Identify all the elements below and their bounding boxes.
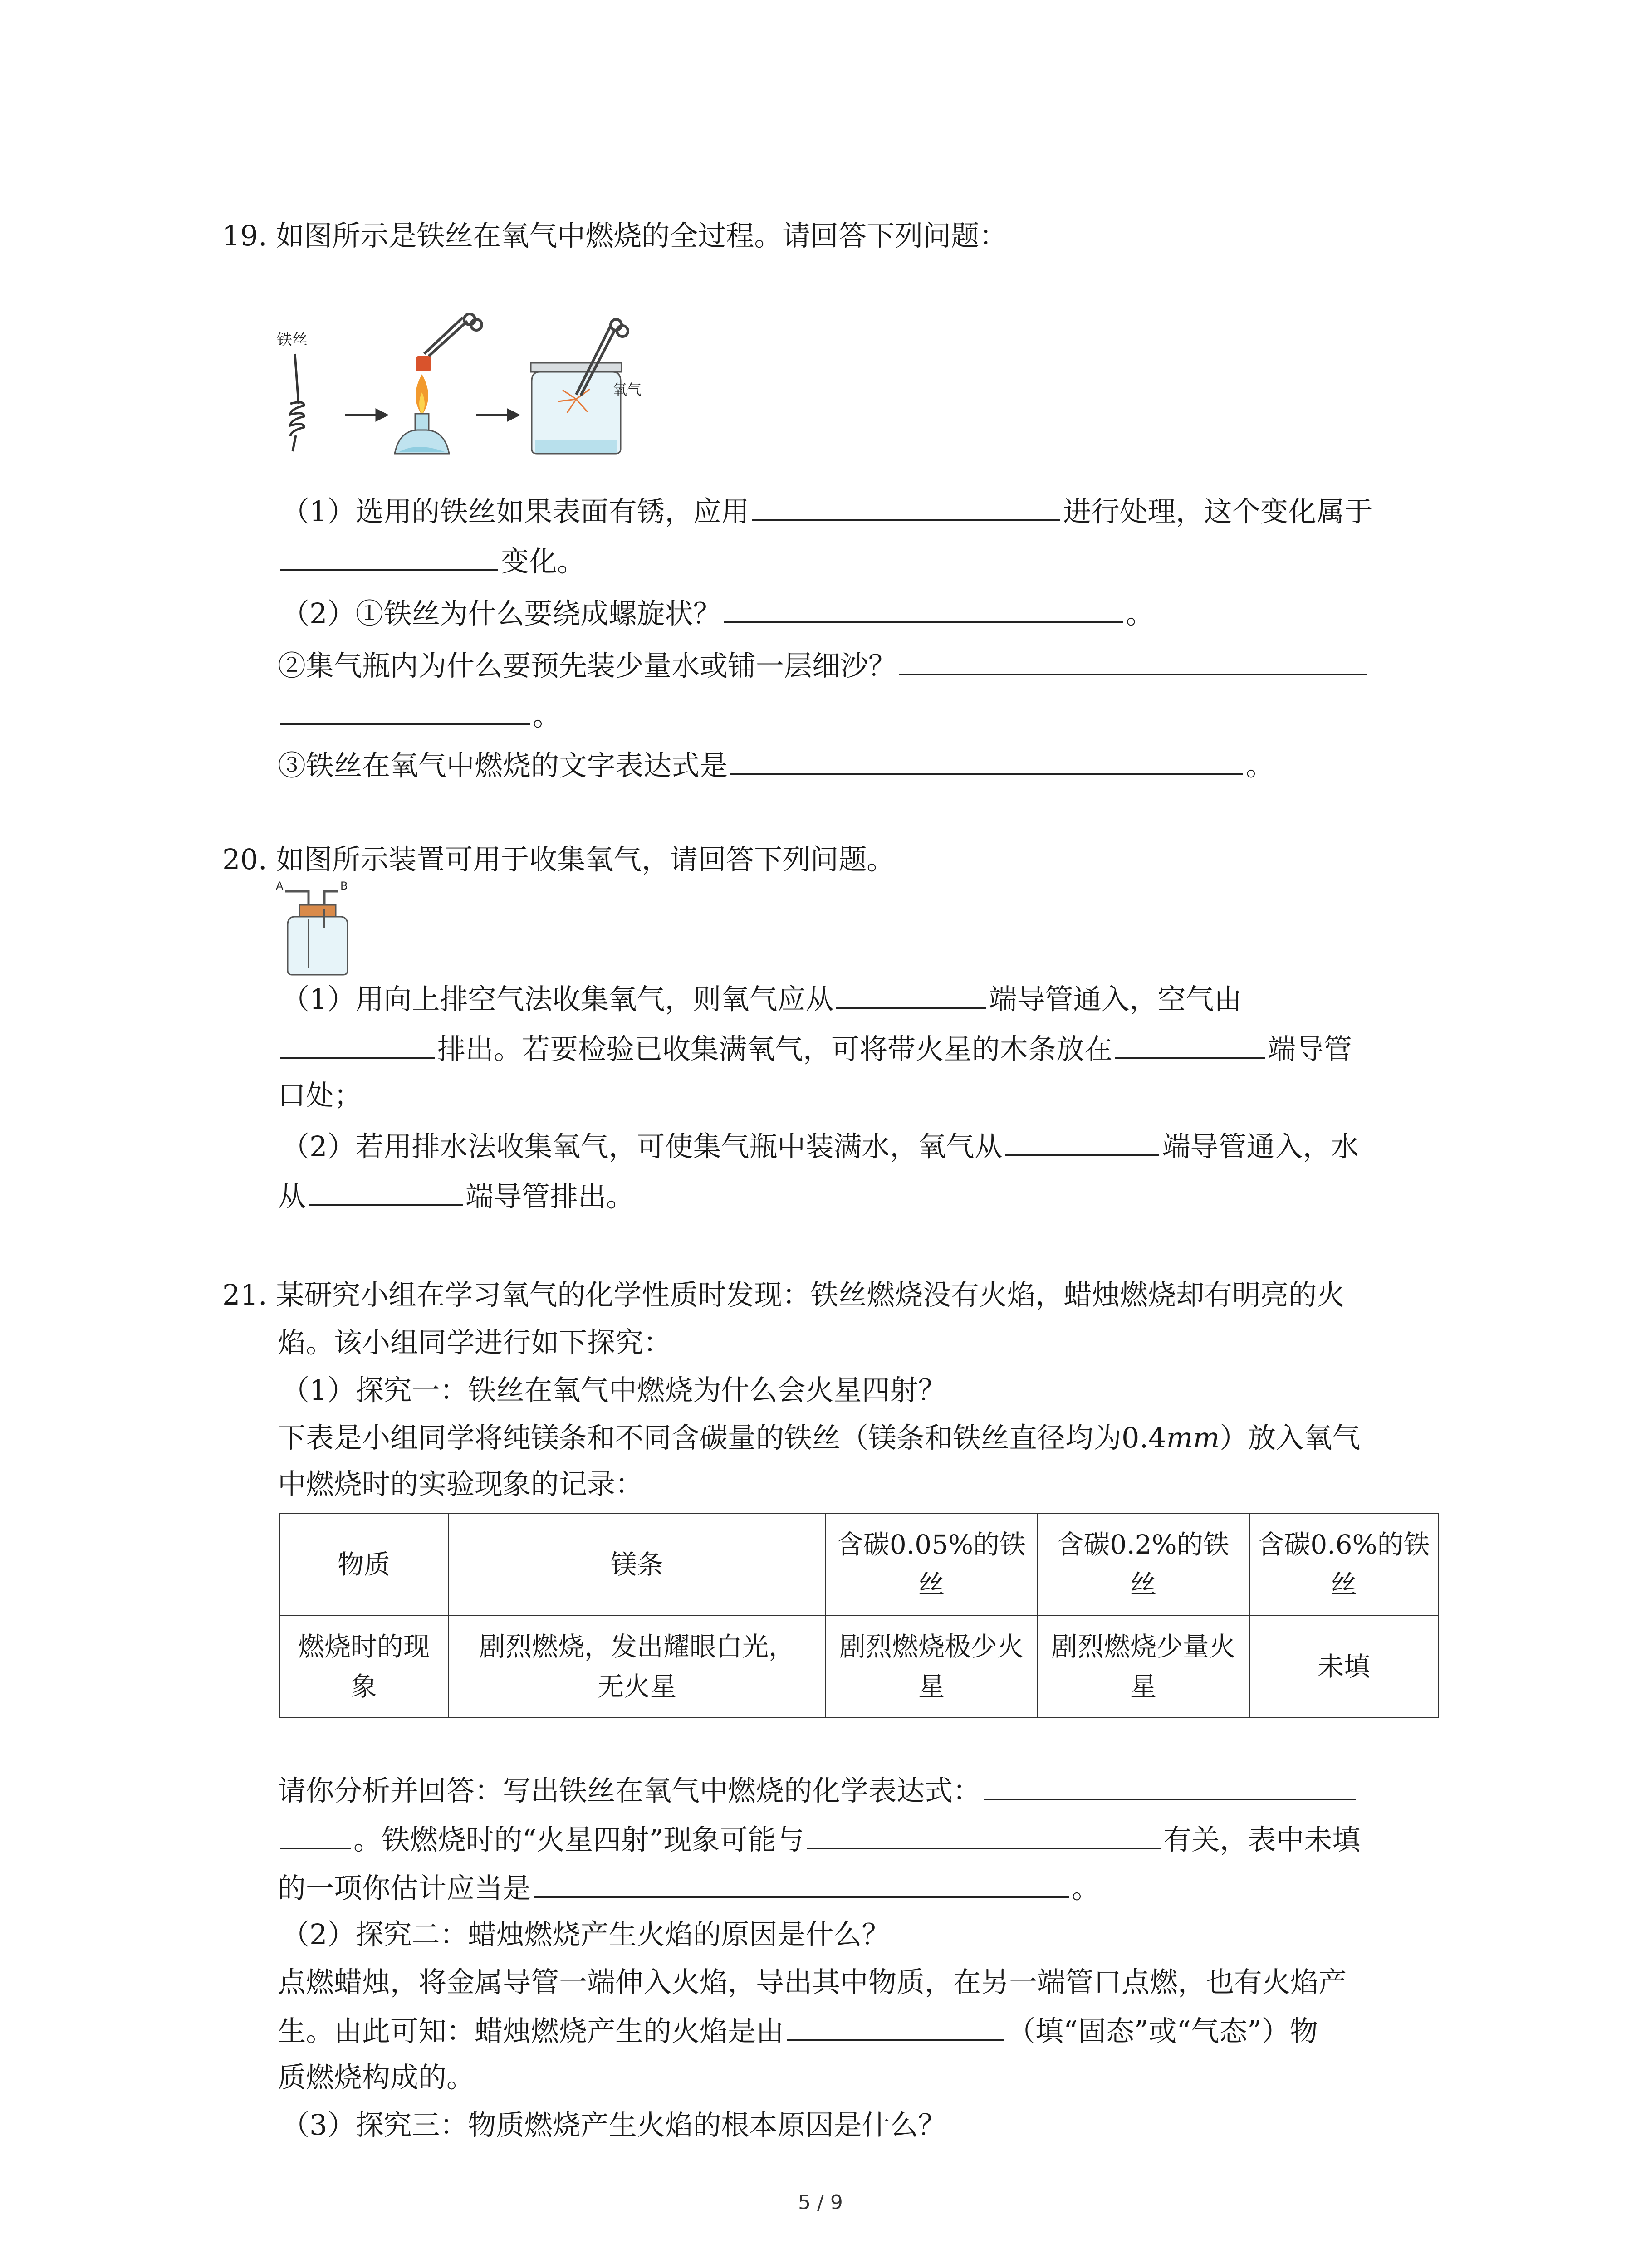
- q19-label-oxygen: 氧气: [612, 381, 642, 398]
- q21-answer-line3: [278, 1864, 1100, 1911]
- answer-blank[interactable]: [787, 2007, 1004, 2041]
- answer-blank[interactable]: [724, 590, 1123, 623]
- q20-part2-line2: [278, 1173, 634, 1219]
- q21-s1-diameter-value: 0.4: [1122, 1421, 1166, 1454]
- table-cell: 剧烈燃烧极少火星: [826, 1616, 1038, 1718]
- table-header-cell: 含碳0.6%的铁丝: [1249, 1514, 1439, 1616]
- q21-s2-desc2-b: （填“固态”或“气态”）物: [1007, 2014, 1318, 2048]
- answer-blank[interactable]: [752, 488, 1060, 521]
- table-header-row: [279, 1514, 1439, 1616]
- q21-s1-desc2: 中燃烧时的实验现象的记录：: [278, 1467, 644, 1501]
- arrow-icon: [476, 410, 518, 420]
- q20-p1-text-c: 排出。若要检验已收集满氧气，可将带火星的木条放在: [437, 1032, 1113, 1066]
- table-cell: 剧烈燃烧，发出耀眼白光，无火星: [449, 1616, 826, 1718]
- q19-part1-line2: [278, 538, 585, 584]
- q21-title: 21. 某研究小组在学习氧气的化学性质时发现：铁丝燃烧没有火焰，蜡烛燃烧却有明亮的火: [222, 1278, 1345, 1311]
- table-cell: 剧烈燃烧少量火星: [1038, 1616, 1249, 1718]
- q21-section1: （1）探究一：铁丝在氧气中燃烧为什么会火星四射？: [281, 1374, 946, 1407]
- answer-blank[interactable]: [899, 642, 1367, 675]
- experiment-table: [279, 1513, 1439, 1718]
- q21-section2: （2）探究二：蜡烛燃烧产生火焰的原因是什么？: [281, 1918, 890, 1951]
- q20-p2-text-c: 从: [278, 1180, 306, 1213]
- table-row: [279, 1616, 1439, 1718]
- q20-p2-text-d: 端导管排出。: [465, 1180, 635, 1213]
- q19-p2c-text: ③铁丝在氧气中燃烧的文字表达式是: [278, 749, 728, 782]
- q19-title: 19. 如图所示是铁丝在氧气中燃烧的全过程。请回答下列问题：: [222, 219, 1008, 252]
- answer-blank[interactable]: [534, 1864, 1069, 1898]
- q19-p1-text-a: （1）选用的铁丝如果表面有锈，应用: [281, 495, 749, 528]
- alcohol-lamp-icon: [395, 414, 449, 454]
- q21-s1-desc1: [278, 1415, 1360, 1461]
- q21-a2-text-a: 。铁燃烧时的“火星四射”现象可能与: [353, 1823, 804, 1856]
- q19-part2b: [278, 642, 1369, 689]
- q20-p1-text-a: （1）用向上排空气法收集氧气，则氧气应从: [281, 982, 834, 1016]
- q20-part1-line3: 口处；: [278, 1079, 362, 1112]
- q21-s1-desc1-b: ）放入氧气: [1220, 1421, 1361, 1454]
- table-header-cell: 含碳0.05%的铁丝: [826, 1514, 1038, 1616]
- answer-blank[interactable]: [309, 1173, 463, 1206]
- answer-blank[interactable]: [1005, 1123, 1159, 1156]
- q21-s2-desc2: [278, 2007, 1318, 2054]
- table-header-cell: 物质: [279, 1514, 449, 1616]
- answer-blank[interactable]: [280, 692, 530, 725]
- answer-blank[interactable]: [836, 975, 986, 1009]
- page-number: 5 / 9: [798, 2191, 843, 2214]
- answer-blank[interactable]: [984, 1767, 1356, 1800]
- q21-a1-text: 请你分析并回答：写出铁丝在氧气中燃烧的化学表达式：: [278, 1774, 981, 1807]
- q21-title-cont: 焰。该小组同学进行如下探究：: [278, 1326, 672, 1359]
- q21-s1-desc1-a: 下表是小组同学将纯镁条和不同含碳量的铁丝（镁条和铁丝直径均为: [278, 1421, 1122, 1454]
- q19-p2a-end: 。: [1126, 597, 1154, 630]
- q21-answer-line2: [278, 1816, 1360, 1862]
- q21-s1-diameter-unit: mm: [1166, 1421, 1220, 1454]
- table-header-cell: 镁条: [449, 1514, 826, 1616]
- answer-blank[interactable]: [280, 538, 498, 571]
- q20-p1-text-d: 端导管: [1268, 1032, 1352, 1066]
- answer-blank[interactable]: [730, 742, 1243, 775]
- q20-p2-text-a: （2）若用排水法收集氧气，可使集气瓶中装满水，氧气从: [281, 1130, 1003, 1163]
- table-cell: 未填: [1249, 1616, 1439, 1718]
- answer-blank[interactable]: [1115, 1025, 1265, 1059]
- q21-s2-desc2-a: 生。由此可知：蜡烛燃烧产生的火焰是由: [278, 2014, 784, 2048]
- answer-blank[interactable]: [807, 1816, 1161, 1849]
- q19-p1-text-b: 进行处理，这个变化属于: [1063, 495, 1373, 528]
- arrow-icon: [345, 410, 387, 420]
- q19-p2b-end: 。: [533, 699, 561, 732]
- q20-part1-line2: [278, 1025, 1352, 1072]
- q19-part1-line1: [281, 488, 1372, 534]
- q20-part1-line1: [281, 975, 1242, 1022]
- coiled-wire-icon: [290, 354, 304, 451]
- gas-bottle-icon: [531, 363, 622, 454]
- q19-p2b-text: ②集气瓶内为什么要预先装少量水或铺一层细沙？: [278, 649, 897, 682]
- answer-blank[interactable]: [280, 1816, 351, 1849]
- answer-blank[interactable]: [280, 1025, 435, 1059]
- tongs-icon: [424, 314, 482, 356]
- q21-a3-text: 的一项你估计应当是: [278, 1872, 531, 1905]
- q19-p1-text-c: 变化。: [501, 545, 586, 578]
- table-row-label: 燃烧时的现象: [279, 1616, 449, 1718]
- q21-s2-desc1: 点燃蜡烛，将金属导管一端伸入火焰，导出其中物质，在另一端管口点燃，也有火焰产: [278, 1965, 1347, 1999]
- q19-label-iron: 铁丝: [277, 331, 308, 349]
- q20-label-b: B: [340, 880, 348, 892]
- q20-title: 20. 如图所示装置可用于收集氧气，请回答下列问题。: [222, 843, 895, 876]
- q19-part2c: [278, 742, 1274, 788]
- q20-p2-text-b: 端导管通入，水: [1162, 1130, 1359, 1163]
- q21-a3-end: 。: [1072, 1872, 1100, 1905]
- q19-part2b-cont: [278, 692, 561, 738]
- q21-s2-desc3: 质燃烧构成的。: [278, 2061, 475, 2094]
- q19-part2a: [281, 590, 1154, 636]
- q21-answer-line1: [278, 1767, 1358, 1813]
- q21-a2-text-b: 有关，表中未填: [1163, 1823, 1361, 1856]
- q19-p2a-text: （2）①铁丝为什么要绕成螺旋状？: [281, 597, 721, 630]
- q20-p1-text-b: 端导管通入，空气由: [989, 982, 1242, 1016]
- q20-figure: [272, 878, 363, 978]
- gas-collection-bottle-icon: [285, 891, 348, 975]
- q21-section3: （3）探究三：物质燃烧产生火焰的根本原因是什么？: [281, 2108, 946, 2141]
- q20-label-a: A: [276, 880, 284, 892]
- q19-p2c-end: 。: [1246, 749, 1274, 782]
- q20-part2-line1: [281, 1123, 1359, 1169]
- table-header-cell: 含碳0.2%的铁丝: [1038, 1514, 1249, 1616]
- q19-figure: [268, 313, 676, 463]
